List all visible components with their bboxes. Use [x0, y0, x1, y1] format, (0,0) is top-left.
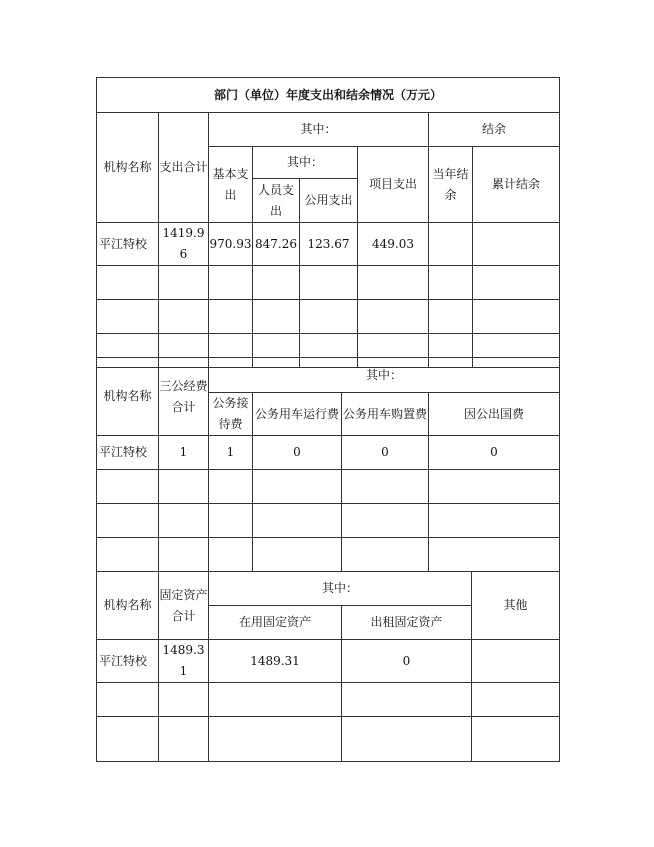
three-public-expenses-table [96, 357, 560, 572]
empty-cell [209, 470, 253, 504]
empty-cell [253, 504, 342, 538]
empty-cell [342, 504, 429, 538]
personnel-expenditure-cell: 847.26 [253, 223, 300, 266]
empty-cell [253, 266, 300, 300]
car-operation-fee-cell: 0 [253, 436, 342, 470]
personnel-expenditure-header: 人员支出 [253, 179, 300, 223]
fixed-assets-total-cell: 1489.31 [159, 640, 209, 683]
overseas-trip-fee-header: 因公出国费 [429, 393, 560, 436]
table-row [97, 470, 560, 504]
empty-cell [342, 470, 429, 504]
empty-cell [97, 504, 159, 538]
empty-cell [97, 300, 159, 334]
empty-cell [209, 300, 253, 334]
cumulative-surplus-header: 累计结余 [473, 147, 560, 223]
empty-cell [429, 300, 473, 334]
basic-of-which-header: 其中： [253, 147, 358, 179]
empty-cell [472, 717, 560, 762]
org-name-header: 机构名称 [97, 358, 159, 436]
fixed-assets-total-header: 固定资产合计 [159, 572, 209, 640]
table-row [97, 266, 560, 300]
empty-cell [159, 504, 209, 538]
overseas-trip-fee-cell: 0 [429, 436, 560, 470]
empty-cell [342, 717, 472, 762]
org-name-cell: 平江特校 [97, 223, 159, 266]
empty-cell [429, 504, 560, 538]
cumulative-surplus-cell [473, 223, 560, 266]
of-which-header: 其中： [209, 113, 429, 147]
of-which-header: 其中： [209, 572, 472, 606]
table-row [97, 717, 560, 762]
org-name-header: 机构名称 [97, 572, 159, 640]
empty-cell [159, 538, 209, 572]
in-use-assets-cell: 1489.31 [209, 640, 342, 683]
empty-cell [159, 266, 209, 300]
table-row [97, 538, 560, 572]
year-surplus-cell [429, 223, 473, 266]
in-use-assets-header: 在用固定资产 [209, 606, 342, 640]
empty-cell [358, 266, 429, 300]
expenditure-table [96, 77, 560, 368]
empty-cell [429, 266, 473, 300]
basic-expenditure-header: 基本支出 [209, 147, 253, 223]
reception-fee-header: 公务接待费 [209, 393, 253, 436]
public-expenditure-header: 公用支出 [300, 179, 358, 223]
three-public-total-header: 三公经费合计 [159, 358, 209, 436]
surplus-header: 结余 [429, 113, 560, 147]
project-expenditure-header: 项目支出 [358, 147, 429, 223]
table-row [97, 223, 560, 266]
car-purchase-fee-cell: 0 [342, 436, 429, 470]
empty-cell [300, 266, 358, 300]
empty-cell [473, 266, 560, 300]
empty-cell [253, 300, 300, 334]
empty-cell [300, 300, 358, 334]
empty-cell [209, 538, 253, 572]
rented-assets-header: 出租固定资产 [342, 606, 472, 640]
empty-cell [97, 470, 159, 504]
table-row [97, 504, 560, 538]
table-row [97, 683, 560, 717]
rented-assets-cell: 0 [342, 640, 472, 683]
other-cell [472, 640, 560, 683]
empty-cell [159, 683, 209, 717]
org-name-cell: 平江特校 [97, 436, 159, 470]
empty-cell [97, 538, 159, 572]
empty-cell [209, 266, 253, 300]
of-which-header: 其中： [209, 358, 560, 393]
expenditure-total-cell: 1419.96 [159, 223, 209, 266]
org-name-header: 机构名称 [97, 113, 159, 223]
table-title: 部门（单位）年度支出和结余情况（万元） [97, 78, 560, 113]
reception-fee-cell: 1 [209, 436, 253, 470]
empty-cell [342, 683, 472, 717]
empty-cell [342, 538, 429, 572]
three-public-total-cell: 1 [159, 436, 209, 470]
empty-cell [97, 266, 159, 300]
empty-cell [209, 717, 342, 762]
empty-cell [159, 717, 209, 762]
car-purchase-fee-header: 公务用车购置费 [342, 393, 429, 436]
empty-cell [429, 470, 560, 504]
empty-cell [472, 683, 560, 717]
year-surplus-header: 当年结余 [429, 147, 473, 223]
fixed-assets-table [96, 571, 560, 762]
basic-expenditure-cell: 970.93 [209, 223, 253, 266]
empty-cell [358, 300, 429, 334]
table-row [97, 436, 560, 470]
other-header: 其他 [472, 572, 560, 640]
table-row [97, 640, 560, 683]
car-operation-fee-header: 公务用车运行费 [253, 393, 342, 436]
empty-cell [429, 538, 560, 572]
empty-cell [253, 538, 342, 572]
project-expenditure-cell: 449.03 [358, 223, 429, 266]
empty-cell [253, 470, 342, 504]
empty-cell [97, 683, 159, 717]
expenditure-total-header: 支出合计 [159, 113, 209, 223]
org-name-cell: 平江特校 [97, 640, 159, 683]
empty-cell [97, 717, 159, 762]
table-row [97, 300, 560, 334]
empty-cell [473, 300, 560, 334]
empty-cell [209, 683, 342, 717]
empty-cell [159, 470, 209, 504]
public-expenditure-cell: 123.67 [300, 223, 358, 266]
empty-cell [159, 300, 209, 334]
empty-cell [209, 504, 253, 538]
